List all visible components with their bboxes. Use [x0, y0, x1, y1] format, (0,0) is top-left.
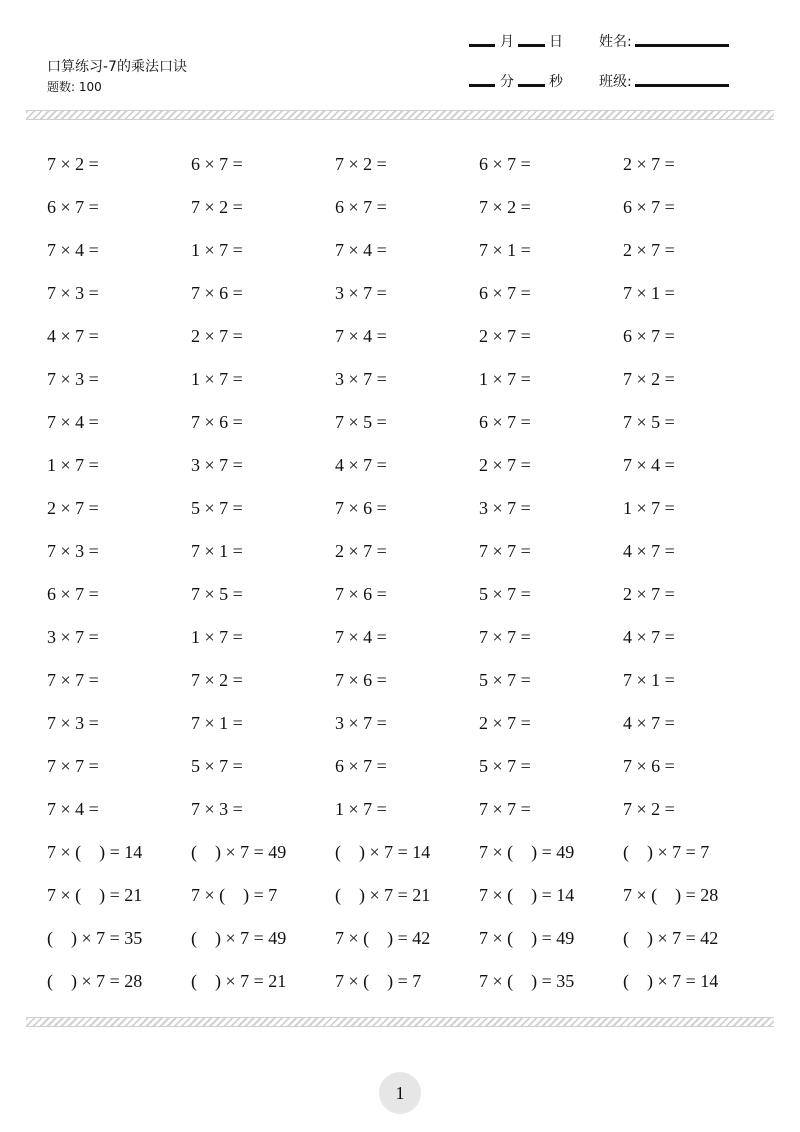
problem: 2 × 7 =: [335, 541, 387, 561]
problem-grid: [47, 143, 767, 1003]
problem: 7 × 3 =: [191, 799, 243, 819]
bottom-divider: [26, 1017, 774, 1027]
problem: 7 × 4 =: [47, 799, 99, 819]
problem: 4 × 7 =: [623, 713, 675, 733]
problem: 2 × 7 =: [623, 240, 675, 260]
class-label: 班级:: [599, 74, 632, 90]
problem: 7 × 2 =: [191, 197, 243, 217]
problem: 3 × 7 =: [335, 713, 387, 733]
problem-row: [47, 702, 767, 745]
problem: 7 × ( ) = 49: [479, 928, 575, 948]
problem: 7 × ( ) = 14: [479, 885, 575, 905]
problem: 7 × 6 =: [623, 756, 675, 776]
problem: 7 × 2 =: [335, 154, 387, 174]
name-label: 姓名:: [599, 34, 632, 50]
problem: 6 × 7 =: [479, 283, 531, 303]
problem: 7 × 1 =: [623, 670, 675, 690]
problem-row: [47, 315, 767, 358]
problem: 7 × 4 =: [335, 240, 387, 260]
second-blank[interactable]: [518, 84, 545, 87]
problem: 6 × 7 =: [479, 412, 531, 432]
problem: 5 × 7 =: [191, 498, 243, 518]
problem: 6 × 7 =: [47, 197, 99, 217]
problem-row: [47, 616, 767, 659]
problem: 2 × 7 =: [479, 455, 531, 475]
problem: ( ) × 7 = 35: [47, 928, 143, 948]
top-divider: [26, 110, 774, 120]
problem: 5 × 7 =: [479, 584, 531, 604]
problem: 7 × ( ) = 28: [623, 885, 719, 905]
problem: 2 × 7 =: [47, 498, 99, 518]
problem: 7 × 2 =: [191, 670, 243, 690]
class-blank[interactable]: [635, 84, 729, 87]
problem-row: [47, 874, 767, 917]
problem: 6 × 7 =: [335, 756, 387, 776]
problem: 7 × 4 =: [47, 240, 99, 260]
problem-row: [47, 659, 767, 702]
problem: 7 × ( ) = 49: [479, 842, 575, 862]
problem: 7 × 5 =: [623, 412, 675, 432]
minute-label: 分: [500, 74, 514, 90]
problem: 1 × 7 =: [335, 799, 387, 819]
problem: 1 × 7 =: [191, 240, 243, 260]
problem: 7 × 7 =: [479, 799, 531, 819]
problem: 7 × ( ) = 7: [335, 971, 422, 991]
problem: 7 × 6 =: [335, 584, 387, 604]
problem-row: [47, 444, 767, 487]
problem: 3 × 7 =: [335, 369, 387, 389]
problem-row: [47, 401, 767, 444]
problem: ( ) × 7 = 21: [191, 971, 287, 991]
problem: 6 × 7 =: [47, 584, 99, 604]
problem: ( ) × 7 = 21: [335, 885, 431, 905]
problem-row: [47, 487, 767, 530]
problem: 7 × 6 =: [191, 412, 243, 432]
problem: 7 × 4 =: [335, 627, 387, 647]
month-blank[interactable]: [469, 44, 495, 47]
problem: 2 × 7 =: [623, 584, 675, 604]
problem-row: [47, 358, 767, 401]
problem: 6 × 7 =: [479, 154, 531, 174]
problem: 6 × 7 =: [335, 197, 387, 217]
problem: 1 × 7 =: [479, 369, 531, 389]
problem: ( ) × 7 = 14: [623, 971, 719, 991]
second-label: 秒: [549, 74, 563, 90]
worksheet-title: 口算练习-7的乘法口诀: [47, 59, 187, 75]
problem-row: [47, 186, 767, 229]
problem: 7 × ( ) = 7: [191, 885, 278, 905]
problem-row: [47, 831, 767, 874]
problem: 7 × 4 =: [47, 412, 99, 432]
problem: 3 × 7 =: [191, 455, 243, 475]
problem: 7 × 7 =: [479, 541, 531, 561]
problem: 7 × 7 =: [47, 670, 99, 690]
day-blank[interactable]: [518, 44, 545, 47]
problem: 7 × 1 =: [191, 713, 243, 733]
problem: 7 × 7 =: [47, 756, 99, 776]
problem: 7 × 4 =: [335, 326, 387, 346]
minute-blank[interactable]: [469, 84, 495, 87]
problem: 7 × 6 =: [335, 670, 387, 690]
problem: ( ) × 7 = 49: [191, 928, 287, 948]
problem: 4 × 7 =: [623, 627, 675, 647]
problem: 1 × 7 =: [47, 455, 99, 475]
problem: 7 × 3 =: [47, 713, 99, 733]
problem: 7 × ( ) = 21: [47, 885, 143, 905]
problem-row: [47, 573, 767, 616]
problem-row: [47, 745, 767, 788]
problem: 7 × 4 =: [623, 455, 675, 475]
problem-row: [47, 229, 767, 272]
problem: 3 × 7 =: [335, 283, 387, 303]
problem: 3 × 7 =: [47, 627, 99, 647]
problem: 1 × 7 =: [191, 627, 243, 647]
problem-row: [47, 917, 767, 960]
problem: 7 × 5 =: [335, 412, 387, 432]
name-blank[interactable]: [635, 44, 729, 47]
problem: 7 × 2 =: [47, 154, 99, 174]
problem: 7 × 1 =: [623, 283, 675, 303]
problem: 1 × 7 =: [191, 369, 243, 389]
problem: 2 × 7 =: [479, 713, 531, 733]
problem-row: [47, 272, 767, 315]
problem: 1 × 7 =: [623, 498, 675, 518]
problem: 4 × 7 =: [623, 541, 675, 561]
problem: 7 × 2 =: [623, 369, 675, 389]
problem: ( ) × 7 = 49: [191, 842, 287, 862]
problem: 7 × 1 =: [479, 240, 531, 260]
page-number: 1: [379, 1072, 421, 1114]
problem-row: [47, 143, 767, 186]
problem: 2 × 7 =: [479, 326, 531, 346]
problem: 7 × 6 =: [191, 283, 243, 303]
problem: 7 × 6 =: [335, 498, 387, 518]
problem: 7 × 2 =: [623, 799, 675, 819]
problem: 7 × 1 =: [191, 541, 243, 561]
problem: 7 × ( ) = 42: [335, 928, 431, 948]
problem-count: 题数: 100: [47, 80, 102, 94]
problem: 5 × 7 =: [191, 756, 243, 776]
problem: 7 × 3 =: [47, 283, 99, 303]
problem: ( ) × 7 = 28: [47, 971, 143, 991]
problem: 5 × 7 =: [479, 670, 531, 690]
problem: 3 × 7 =: [479, 498, 531, 518]
problem: 7 × ( ) = 14: [47, 842, 143, 862]
problem: 7 × 3 =: [47, 369, 99, 389]
problem: ( ) × 7 = 42: [623, 928, 719, 948]
problem: 6 × 7 =: [623, 326, 675, 346]
problem: 7 × ( ) = 35: [479, 971, 575, 991]
problem: 6 × 7 =: [191, 154, 243, 174]
problem: 7 × 2 =: [479, 197, 531, 217]
problem-row: [47, 530, 767, 573]
day-label: 日: [549, 34, 563, 50]
problem-row: [47, 788, 767, 831]
problem: 4 × 7 =: [47, 326, 99, 346]
problem: 5 × 7 =: [479, 756, 531, 776]
problem: ( ) × 7 = 14: [335, 842, 431, 862]
problem: 4 × 7 =: [335, 455, 387, 475]
problem: 6 × 7 =: [623, 197, 675, 217]
problem: 7 × 3 =: [47, 541, 99, 561]
problem: 2 × 7 =: [623, 154, 675, 174]
problem: ( ) × 7 = 7: [623, 842, 710, 862]
problem: 7 × 7 =: [479, 627, 531, 647]
problem: 7 × 5 =: [191, 584, 243, 604]
problem: 2 × 7 =: [191, 326, 243, 346]
month-label: 月: [500, 34, 514, 50]
problem-row: [47, 960, 767, 1003]
